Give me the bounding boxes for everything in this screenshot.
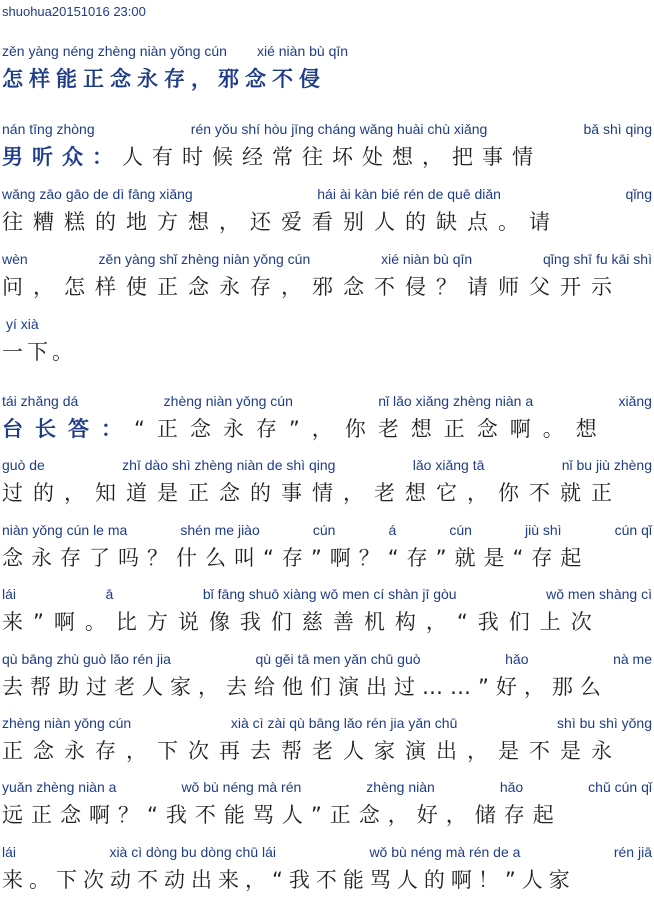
pinyin-segment: yuǎn zhèng niàn a	[2, 779, 117, 795]
hanzi-text: 一下。	[2, 340, 77, 364]
hanzi-text: 问，怎样使正念永存，邪念不侵？请师父开示	[2, 275, 622, 299]
pinyin-segment: qǐng shī fu kāi shì	[543, 251, 652, 267]
hanzi-line	[0, 414, 654, 444]
pinyin-line	[0, 585, 654, 603]
hanzi-line	[0, 800, 654, 830]
pinyin-segment: nǐ bu jiù zhèng	[561, 457, 652, 473]
hanzi-text: 人有时候经常往坏处想，把事情	[122, 145, 542, 169]
hanzi-text: 念永存了吗？什么叫“存”啊？“存”就是“存起	[2, 546, 590, 570]
hanzi-line	[0, 672, 654, 702]
text-row	[0, 778, 654, 830]
pinyin-segment: jiù shì	[524, 522, 562, 538]
pinyin-segment: qù gěi tā men yǎn chū guò	[255, 651, 421, 667]
pinyin-segment: guò de	[2, 457, 45, 473]
pinyin-segment: nǐ lǎo xiǎng zhèng niàn a	[378, 393, 534, 409]
hanzi-line	[0, 207, 654, 237]
header-timestamp: shuohua20151016 23:00	[2, 4, 146, 19]
hanzi-text: 往糟糕的地方想，还爱看别人的缺点。请	[2, 210, 560, 234]
pinyin-segment: cún qǐ	[614, 522, 652, 538]
hanzi-line	[0, 736, 654, 766]
pinyin-line	[0, 42, 654, 60]
pinyin-segment: ā	[105, 586, 114, 602]
pinyin-line	[0, 650, 654, 668]
pinyin-segment: rén yǒu shí hòu jīng cháng wǎng huài chù xiǎng	[190, 121, 488, 137]
pinyin-line	[0, 456, 654, 474]
pinyin-segment: xià cì dòng bu dòng chū lái	[109, 844, 277, 860]
hanzi-line	[0, 543, 654, 573]
title-block	[0, 42, 654, 94]
pinyin-segment: hǎo	[499, 779, 524, 795]
pinyin-segment: tái zhǎng dá	[2, 393, 79, 409]
pinyin-segment: xiǎng	[618, 393, 652, 409]
pinyin-segment: zhèng niàn	[366, 779, 435, 795]
pinyin-segment: xià cì zài qù bāng lǎo rén jia yǎn chū	[230, 715, 458, 731]
pinyin-segment: nán tīng zhòng	[2, 121, 95, 137]
pinyin-line	[0, 315, 654, 333]
hanzi-line	[0, 865, 654, 895]
pinyin-segment: chǔ cún qǐ	[588, 779, 652, 795]
pinyin-line	[0, 250, 654, 268]
pinyin-segment: cún	[312, 522, 336, 538]
pinyin-segment: wǒ men shàng cì	[546, 586, 652, 602]
pinyin-segment: wǒ bù néng mà rén	[181, 779, 302, 795]
pinyin-line	[0, 521, 654, 539]
text-row	[0, 120, 654, 172]
hanzi-line	[0, 272, 654, 302]
pinyin-segment: hái ài kàn bié rén de quē diǎn	[317, 186, 501, 202]
hanzi-text: 正念永存，下次再去帮老人家演出，是不是永	[2, 739, 622, 763]
pinyin-segment: rén jiā	[613, 844, 652, 860]
pinyin-segment: zěn yàng shǐ zhèng niàn yǒng cún	[98, 251, 311, 267]
pinyin-segment: lái	[2, 586, 17, 602]
text-row	[0, 315, 654, 367]
title-part: 邪念不侵	[218, 67, 326, 91]
speaker-label: 男听众：	[2, 145, 122, 169]
pinyin-segment: qù bāng zhù guò lǎo rén jia	[2, 651, 171, 667]
pinyin-segment: nà me	[613, 651, 652, 667]
text-row	[0, 185, 654, 237]
pinyin-segment: hǎo	[505, 651, 529, 667]
hanzi-line	[0, 607, 654, 637]
text-row	[0, 585, 654, 637]
hanzi-line	[0, 478, 654, 508]
pinyin-segment: shén me jiào	[180, 522, 260, 538]
hanzi-text: 过的，知道是正念的事情，老想它，你不就正	[2, 481, 622, 505]
pinyin-segment: bǐ fāng shuō xiàng wǒ men cí shàn jī gòu	[202, 586, 457, 602]
pinyin-segment: xié niàn bù qīn	[381, 251, 473, 267]
hanzi-text: 去帮助过老人家，去给他们演出过……”好，那么	[2, 675, 608, 699]
text-row	[0, 250, 654, 302]
pinyin-line	[0, 714, 654, 732]
pinyin-segment: niàn yǒng cún le ma	[2, 522, 128, 538]
pinyin-segment: zěn yàng néng zhèng niàn yǒng cún	[2, 43, 227, 59]
text-row	[0, 392, 654, 444]
pinyin-segment: lái	[2, 844, 17, 860]
text-row	[0, 843, 654, 895]
page-title	[0, 64, 654, 94]
pinyin-segment: wǒ bù néng mà rén de a	[369, 844, 521, 860]
pinyin-segment: qǐng	[625, 186, 652, 202]
pinyin-line	[0, 843, 654, 861]
text-row	[0, 650, 654, 702]
text-row	[0, 714, 654, 766]
pinyin-segment: wèn	[2, 251, 28, 267]
title-part: 怎样能正念永存，	[2, 67, 218, 91]
pinyin-line	[0, 392, 654, 410]
pinyin-segment: zhèng niàn yǒng cún	[2, 715, 132, 731]
pinyin-line	[0, 778, 654, 796]
pinyin-segment: á	[388, 522, 397, 538]
hanzi-text: 远正念啊？“我不能骂人”正念，好，储存起	[2, 803, 562, 827]
hanzi-text: 来”啊。比方说像我们慈善机构，“我们上次	[2, 610, 602, 634]
hanzi-line	[0, 337, 654, 367]
text-row	[0, 521, 654, 573]
hanzi-text: 来。下次动不动出来，“我不能骂人的啊！”人家	[2, 868, 576, 892]
pinyin-segment: lǎo xiǎng tā	[412, 457, 485, 473]
hanzi-line	[0, 142, 654, 172]
pinyin-segment: yí xià	[6, 316, 39, 332]
text-row	[0, 456, 654, 508]
pinyin-segment: cún	[449, 522, 472, 538]
pinyin-segment: bǎ shì qing	[583, 121, 652, 137]
pinyin-segment: shì bu shì yǒng	[557, 715, 652, 731]
pinyin-segment: xié niàn bù qīn	[256, 43, 349, 59]
pinyin-segment: wǎng zāo gāo de dì fāng xiǎng	[2, 186, 193, 202]
pinyin-segment: zhèng niàn yǒng cún	[163, 393, 293, 409]
pinyin-line	[0, 120, 654, 138]
speaker-label: 台长答：	[2, 417, 134, 441]
pinyin-segment: zhī dào shì zhèng niàn de shì qing	[122, 457, 336, 473]
hanzi-text: “正念永存”，你老想正念啊。想	[134, 417, 609, 441]
pinyin-line	[0, 185, 654, 203]
